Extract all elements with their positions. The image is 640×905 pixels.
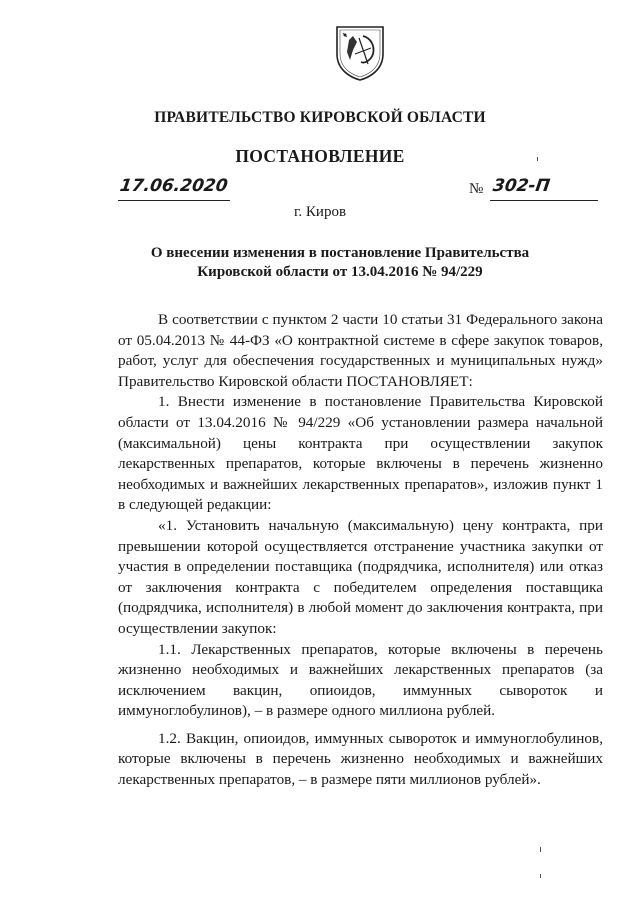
document-number: 302-П	[491, 176, 552, 196]
quote-paragraph: «1. Установить начальную (максимальную) цену контракта, при превышении которой осуществляется отстранение участника закупки от участия в определении поставщика (подрядчика, исполнителя) или отказ от заключения контракта с победителем определения поставщика (подрядчика, исполнителя) в любой момент до заключения контракта, при осуществлении закупок:	[118, 516, 603, 637]
city-label: г. Киров	[293, 204, 347, 220]
item-1-paragraph: 1. Внести изменение в постановление Правительства Кировской области от 13.04.2016 № 94/229 «Об установлении размера начальной (максимальной) цены контракта при осуществлении закупок лекарственных препаратов, которые включены в перечень жизненно необходимых и важнейших лекарственных препаратов», изложив пункт 1 в следующей редакции:	[118, 393, 603, 514]
coat-of-arms-emblem	[333, 24, 387, 82]
document-subject	[140, 244, 540, 282]
subject-line-1: О внесении изменения в постановление Правительства	[150, 245, 530, 261]
subitem-1-2-paragraph: 1.2. Вакцин, опиоидов, иммунных сывороток и иммуноглобулинов, которые включены в перечень жизненно необходимых и важнейших лекарственных препаратов, – в размере пяти миллионов рублей».	[118, 729, 603, 789]
scan-speck	[540, 847, 541, 852]
organization-title: ПРАВИТЕЛЬСТВО КИРОВСКОЙ ОБЛАСТИ	[154, 109, 486, 126]
subitem-1-1-paragraph: 1.1. Лекарственных препаратов, которые включены в перечень жизненно необходимых и важнейших лекарственных препаратов (за исключением вакцин, опиоидов, иммунных сывороток и иммуноглобулинов), – в размере одного миллиона рублей.	[118, 640, 603, 720]
subject-line-2: Кировской области от 13.04.2016 № 94/229	[197, 264, 483, 280]
scan-speck	[540, 874, 541, 878]
document-date: 17.06.2020	[118, 176, 229, 196]
number-sign: №	[469, 181, 484, 197]
intro-paragraph: В соответствии с пунктом 2 части 10 статьи 31 Федерального закона от 05.04.2013 № 44-ФЗ «О контрактной системе в сфере закупок товаров, работ, услуг для обеспечения государственных и муниципальных нужд» Правительство Кировской области ПОСТАНОВЛЯЕТ:	[118, 311, 603, 390]
scan-speck	[537, 157, 538, 161]
document-body	[118, 310, 603, 791]
document-type-title: ПОСТАНОВЛЕНИЕ	[235, 146, 405, 166]
